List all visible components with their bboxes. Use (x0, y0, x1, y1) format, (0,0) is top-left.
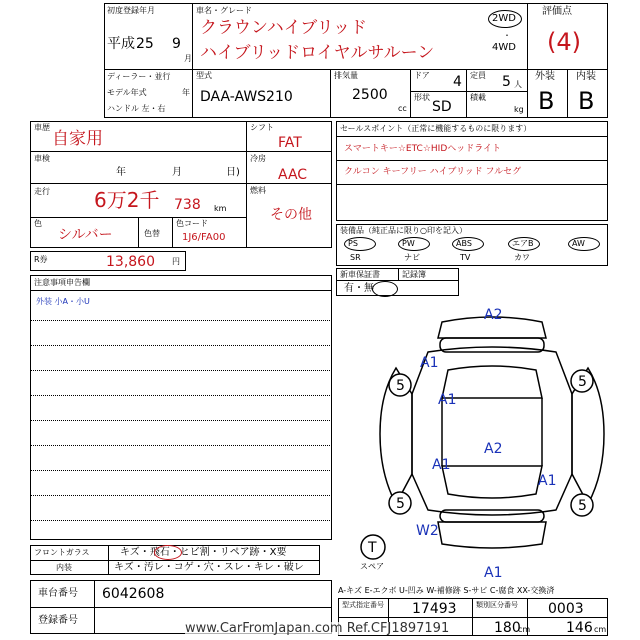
record-label: 記録簿 (402, 270, 426, 279)
notes-block (30, 275, 332, 540)
displacement-label: 排気量 (334, 71, 358, 80)
km-unit: km (214, 204, 227, 213)
shaken-day-unit: 日) (226, 167, 240, 178)
sales-points-label: セールスポイント（正常に機能するものに限ります） (340, 124, 532, 133)
recycle-value: 13,860 (106, 254, 155, 270)
month-unit: 月 (184, 54, 192, 63)
header-divider-6 (466, 69, 467, 118)
model-code: DAA-AWS210 (200, 89, 293, 105)
recycle-label: R券 (34, 255, 48, 264)
header-divider-5 (410, 69, 411, 118)
sales-hline-2 (336, 160, 608, 161)
grade: ハイブリッドロイヤルサルーン (200, 43, 435, 63)
vehicle-divider (246, 121, 247, 248)
eval-score: (4) (547, 28, 581, 56)
mark-rear-left: W2 (416, 523, 439, 539)
notes-rule (30, 320, 332, 321)
sales-hline-1 (336, 136, 608, 137)
load-label: 積載 (470, 93, 486, 102)
type-cert-hline (338, 617, 608, 618)
color-code: 1J6/FA00 (182, 232, 226, 243)
model-year-unit: 年 (182, 88, 190, 97)
vehicle-hline-4 (246, 151, 332, 152)
dim-unit-1: cm (518, 625, 531, 634)
class-label: 類別区分番号 (476, 601, 518, 609)
shaken-label: 車検 (34, 154, 50, 163)
notes-rule (30, 395, 332, 396)
equipment-item: ナビ (404, 253, 420, 262)
windshield-label: フロントガラス (34, 548, 90, 557)
mileage-sub: 738 (174, 197, 201, 213)
color-code-label: 色コード (176, 219, 208, 228)
door-label: ドア (414, 71, 430, 80)
displacement: 2500 (352, 87, 388, 103)
mark-rear-bumper: A1 (484, 565, 503, 581)
mark-front-left: A1 (420, 355, 439, 371)
dim-value-1: 180 (494, 620, 521, 636)
notes-rule (30, 520, 332, 521)
interior-grade: B (578, 87, 595, 115)
windshield-value: キズ・飛石・ヒビ割・リペア跡・X要 (120, 547, 287, 558)
equipment-item: SR (350, 253, 361, 262)
mark-right-quarter: A1 (538, 473, 557, 489)
shift-label: シフト (250, 123, 274, 132)
color-divider-1 (138, 217, 139, 248)
header-divider-3 (192, 69, 193, 118)
capacity-label: 定員 (470, 71, 486, 80)
car-name-label: 車名・グレード (196, 6, 252, 15)
car-outline (380, 317, 604, 548)
doors: 4 (453, 74, 462, 90)
color-value: シルバー (58, 227, 113, 243)
recycle-unit: 円 (172, 257, 180, 266)
mark-wheel-rl: 5 (396, 496, 405, 512)
damage-legend: A-キズ E-エクボ U-凹み W-補修跡 S-サビ C-腐食 XX-交換済 (338, 586, 555, 595)
warranty-none-circle (372, 281, 398, 297)
interior-label: 内装 (576, 71, 596, 82)
sales-points-line1: スマートキー☆ETC☆HIDヘッドライト (344, 144, 501, 154)
spare-label: スペア (360, 562, 384, 571)
warranty-value: 有・無 (344, 283, 374, 294)
interior-cond-value: キズ・汚レ・コゲ・穴・スレ・キレ・破レ (114, 562, 304, 573)
fuel-value: その他 (270, 207, 312, 223)
exterior-grade: B (538, 87, 555, 115)
capacity-unit: 人 (514, 80, 522, 89)
notes-rule (30, 345, 332, 346)
equipment-label: 装備品（純正品に限り○印を記入） (340, 226, 467, 235)
kg-unit: kg (514, 105, 524, 114)
notes-label: 注意事項申告欄 (34, 278, 90, 287)
warranty-divider (398, 268, 399, 280)
ac-value: AAC (278, 167, 308, 183)
windshield-chip-circle (154, 545, 182, 560)
chassis-label: 車台番号 (38, 588, 78, 599)
dim-unit-2: cm (594, 625, 607, 634)
equipment-item: エアB (512, 239, 534, 248)
condition-hline (30, 560, 320, 561)
notes-rule (30, 495, 332, 496)
class-value: 0003 (548, 601, 584, 617)
mark-front-bumper: A2 (484, 307, 503, 323)
inspection-value: 自家用 (52, 129, 103, 149)
equipment-item: カワ (514, 253, 530, 262)
equipment-item: AW (572, 239, 585, 248)
equipment-item: PS (348, 239, 358, 248)
mark-roof: A2 (484, 441, 503, 457)
mark-trunk: A1 (438, 392, 457, 408)
first-reg-label: 初度登録年月 (107, 6, 155, 15)
model-year-label: モデル年式 (107, 88, 147, 97)
dim-value-2: 146 (566, 620, 593, 636)
shape-label: 形状 (414, 93, 430, 102)
mark-wheel-fr: 5 (578, 374, 587, 390)
equipment-item: ABS (456, 239, 472, 248)
header-divider-1 (192, 3, 193, 69)
shaken-year-unit: 年 (116, 167, 126, 178)
vehicle-hline-1 (30, 151, 246, 152)
header-divider-2 (527, 3, 528, 118)
drive-2wd: 2WD (492, 13, 516, 24)
warranty-hline (336, 280, 459, 281)
header-divider-7 (567, 69, 568, 118)
color-label: 色 (34, 219, 42, 228)
new-car-warranty-label: 新車保証書 (340, 270, 380, 279)
header-hline-3 (410, 91, 527, 92)
notes-rule (30, 445, 332, 446)
type-cert-label: 型式指定番号 (342, 601, 384, 609)
eval-label: 評価点 (542, 6, 572, 17)
capacity: 5 (502, 74, 511, 90)
cc-unit: cc (398, 104, 407, 113)
color-change-label: 色替 (144, 229, 160, 238)
drive-4wd: 4WD (492, 42, 516, 53)
header-hline-1 (104, 69, 527, 70)
mark-wheel-rr: 5 (578, 498, 587, 514)
chassis-hline (30, 607, 332, 608)
watermark: www.CarFromJapan.com Ref.CFJ1897191 (185, 621, 450, 636)
vehicle-hline-2 (30, 183, 246, 184)
reg-no-label: 登録番号 (38, 615, 78, 626)
notes-line1: 外装 小A・小U (36, 297, 90, 306)
dealer-label: ディーラー・並行 (107, 72, 171, 81)
mark-left-door: A1 (432, 457, 451, 473)
sales-points-line2: クルコン キーフリー ハイブリッド フルセグ (344, 167, 522, 177)
vehicle-hline-5 (246, 183, 332, 184)
exterior-label: 外装 (535, 71, 555, 82)
inspection-label: 車歴 (34, 123, 50, 132)
model-label: 型式 (196, 71, 212, 80)
notes-hline-0 (30, 290, 332, 291)
shape: SD (432, 99, 452, 115)
equipment-item: PW (402, 239, 415, 248)
interior-cond-label: 内装 (56, 563, 72, 572)
shift-value: FAT (278, 135, 302, 151)
fuel-label: 燃料 (250, 186, 266, 195)
shaken-month-unit: 月 (172, 167, 182, 178)
era: 平成 (107, 36, 135, 52)
handle-label: ハンドル 左・右 (107, 104, 166, 113)
mileage-label: 走行 (34, 187, 50, 196)
sales-hline-3 (336, 184, 608, 185)
notes-rule (30, 470, 332, 471)
chassis-value: 6042608 (102, 586, 165, 602)
header-divider-4 (330, 69, 331, 118)
color-divider-2 (172, 217, 173, 248)
ac-label: 冷房 (250, 154, 266, 163)
equipment-item: TV (460, 253, 471, 262)
mark-wheel-fl: 5 (396, 378, 405, 394)
notes-rule (30, 420, 332, 421)
mileage: 6万2千 (94, 188, 160, 212)
reg-year: 25 (136, 36, 154, 52)
reg-month: 9 (172, 36, 181, 52)
car-name: クラウンハイブリッド (200, 18, 367, 38)
type-cert-value: 17493 (412, 601, 457, 617)
notes-rule (30, 370, 332, 371)
mark-spare: T (368, 540, 377, 556)
drive-dot: ・ (503, 31, 511, 40)
